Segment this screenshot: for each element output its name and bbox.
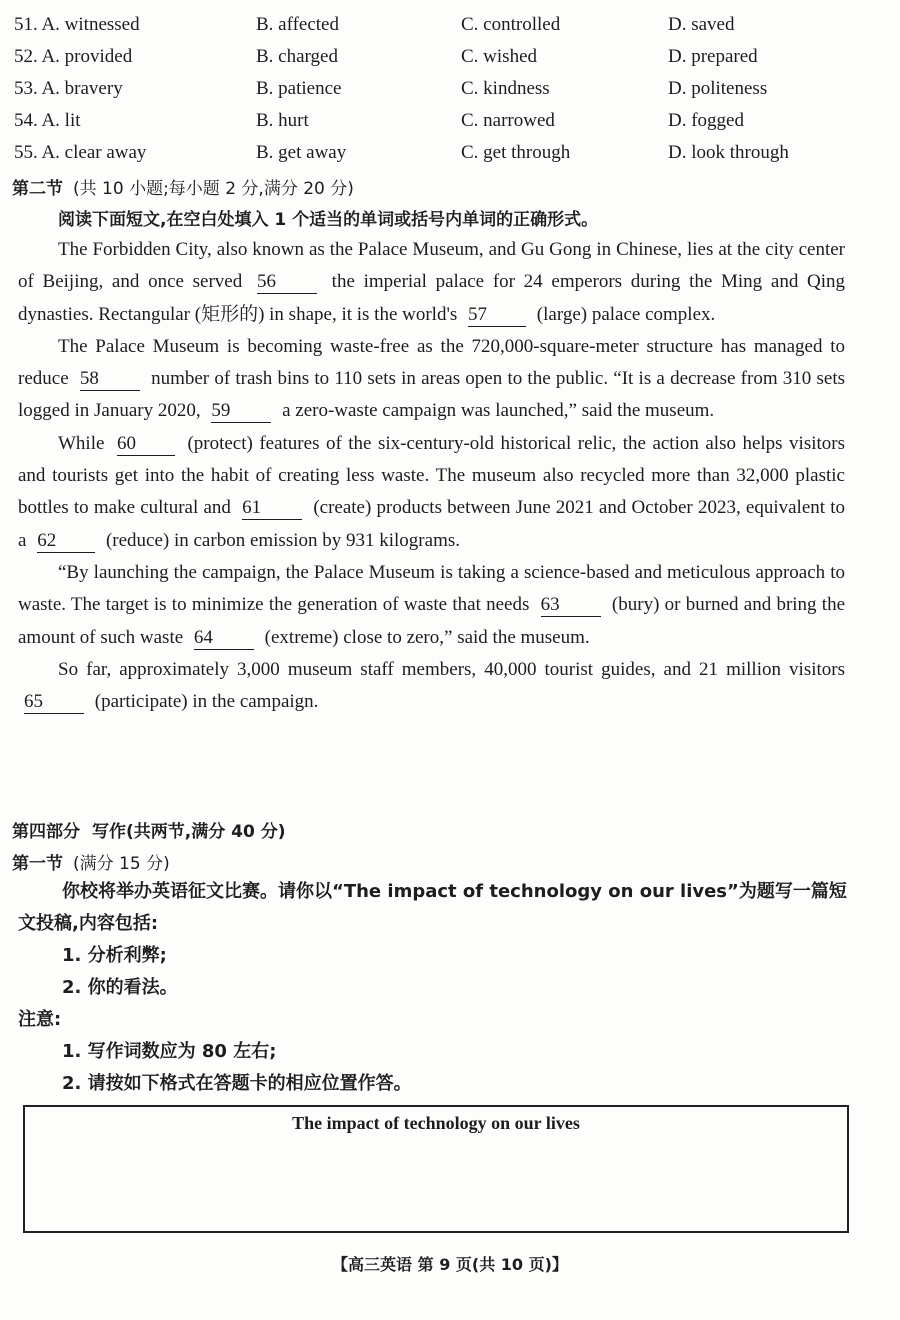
option-row-53 <box>14 73 874 105</box>
p3-text-a: While <box>58 432 105 454</box>
part-4-heading <box>12 817 286 842</box>
blank-62: 62 <box>37 530 95 553</box>
writing-item-2: 2. 你的看法。 <box>62 977 178 998</box>
option-52-c: C. wished <box>461 46 537 67</box>
p3-text-b: (protect) features of the six-century-old historical relic, the action also helps visitors and tourists get into the habit of creating less waste. The museum also recycled more than 32,000 plastic bottles to make cultural and <box>18 432 846 519</box>
option-53-b: B. patience <box>256 78 342 99</box>
section-2-instruction: 阅读下面短文,在空白处填入 1 个适当的单词或括号内单词的正确形式。 <box>58 210 599 230</box>
p5-text-a: So far, approximately 3,000 museum staff members, 40,000 tourist guides, and 21 million visitors <box>58 658 845 680</box>
p2-text-a: The Palace Museum is becoming waste-free as the 720,000-square-meter structure has managed to reduce <box>18 335 845 390</box>
blank-56: 56 <box>257 271 317 294</box>
option-54-d: D. fogged <box>668 110 744 131</box>
option-51-d: D. saved <box>668 14 735 35</box>
option-51-c: C. controlled <box>461 14 561 35</box>
passage-paragraph-2 <box>18 331 845 428</box>
blank-64: 64 <box>194 627 254 650</box>
p2-text-b: number of trash bins to 110 sets in areas open to the public. “It is a decrease from 310 sets logged in January 2020, <box>18 368 846 422</box>
p4-text-c: (extreme) close to zero,” said the museum. <box>264 626 590 648</box>
part-4-subtitle: 写作(共两节,满分 40 分) <box>92 822 286 842</box>
option-51-a: 51. A. witnessed <box>14 14 140 35</box>
writing-prompt <box>18 876 848 1100</box>
section-1-title: 第一节 <box>12 854 63 874</box>
blank-63: 63 <box>541 594 601 617</box>
option-row-55 <box>14 137 874 169</box>
blank-61: 61 <box>242 497 302 520</box>
p2-text-c: a zero-waste campaign was launched,” said the museum. <box>282 400 715 422</box>
option-52-a: 52. A. provided <box>14 46 133 67</box>
p3-text-c: (create) products between June 2021 and October 2023, equivalent to a <box>18 497 846 551</box>
passage-paragraph-4 <box>18 557 845 654</box>
option-row-52 <box>14 41 874 73</box>
option-52-d: D. prepared <box>668 46 758 67</box>
part-4-title: 第四部分 <box>12 822 80 842</box>
option-53-a: 53. A. bravery <box>14 78 123 99</box>
passage-paragraph-1 <box>18 234 845 331</box>
blank-57: 57 <box>468 304 526 327</box>
section-1-heading <box>12 849 170 874</box>
option-53-c: C. kindness <box>461 78 550 99</box>
option-55-d: D. look through <box>668 142 789 163</box>
page-footer: 【高三英语 第 9 页(共 10 页)】 <box>332 1255 568 1274</box>
option-55-c: C. get through <box>461 142 571 163</box>
section-2-title: 第二节 <box>12 179 63 199</box>
option-54-b: B. hurt <box>256 110 309 131</box>
writing-item-1: 1. 分析利弊; <box>62 945 167 966</box>
option-54-c: C. narrowed <box>461 110 555 131</box>
p1-text-a: The Forbidden City, also known as the Palace Museum, and Gu Gong in Chinese, lies at the city center of Beijing, and once served <box>18 239 845 293</box>
passage-paragraph-5 <box>18 654 845 719</box>
blank-60: 60 <box>117 433 175 456</box>
p1-text-c: (large) palace complex. <box>536 303 716 325</box>
option-row-51 <box>14 9 874 41</box>
note-item-1: 1. 写作词数应为 80 左右; <box>62 1041 277 1062</box>
p4-text-b: (bury) or burned and bring the amount of such waste <box>18 594 846 648</box>
p3-text-d: (reduce) in carbon emission by 931 kilograms. <box>105 529 460 551</box>
options-list <box>14 9 874 169</box>
note-label: 注意: <box>18 1009 62 1030</box>
option-52-b: B. charged <box>256 46 338 67</box>
option-51-b: B. affected <box>256 14 339 35</box>
section-2-heading <box>12 174 354 199</box>
option-row-54 <box>14 105 874 137</box>
blank-58: 58 <box>80 368 140 391</box>
blank-59: 59 <box>211 400 271 423</box>
note-item-2: 2. 请按如下格式在答题卡的相应位置作答。 <box>62 1073 412 1094</box>
section-1-subtitle: (满分 15 分) <box>73 854 170 874</box>
p5-text-b: (participate) in the campaign. <box>94 691 319 713</box>
writing-prompt-text: 你校将举办英语征文比赛。请你以“The impact of technology on our lives”为题写一篇短文投稿,内容包括: <box>18 881 847 934</box>
option-55-a: 55. A. clear away <box>14 142 147 163</box>
section-2-subtitle: (共 10 小题;每小题 2 分,满分 20 分) <box>73 179 354 199</box>
blank-65: 65 <box>24 691 84 714</box>
p1-text-b: the imperial palace for 24 emperors during the Ming and Qing dynasties. Rectangular (矩形的) in shape, it is the world's <box>18 271 846 325</box>
answer-box-title: The impact of technology on our lives <box>292 1113 580 1133</box>
passage-paragraph-3 <box>18 428 845 557</box>
option-54-a: 54. A. lit <box>14 110 81 131</box>
answer-box <box>23 1105 849 1233</box>
option-55-b: B. get away <box>256 142 347 163</box>
p4-text-a: “By launching the campaign, the Palace Museum is taking a science-based and meticulous approach to waste. The target is to minimize the generation of waste that needs <box>18 561 845 616</box>
passage <box>18 234 845 718</box>
option-53-d: D. politeness <box>668 78 768 99</box>
